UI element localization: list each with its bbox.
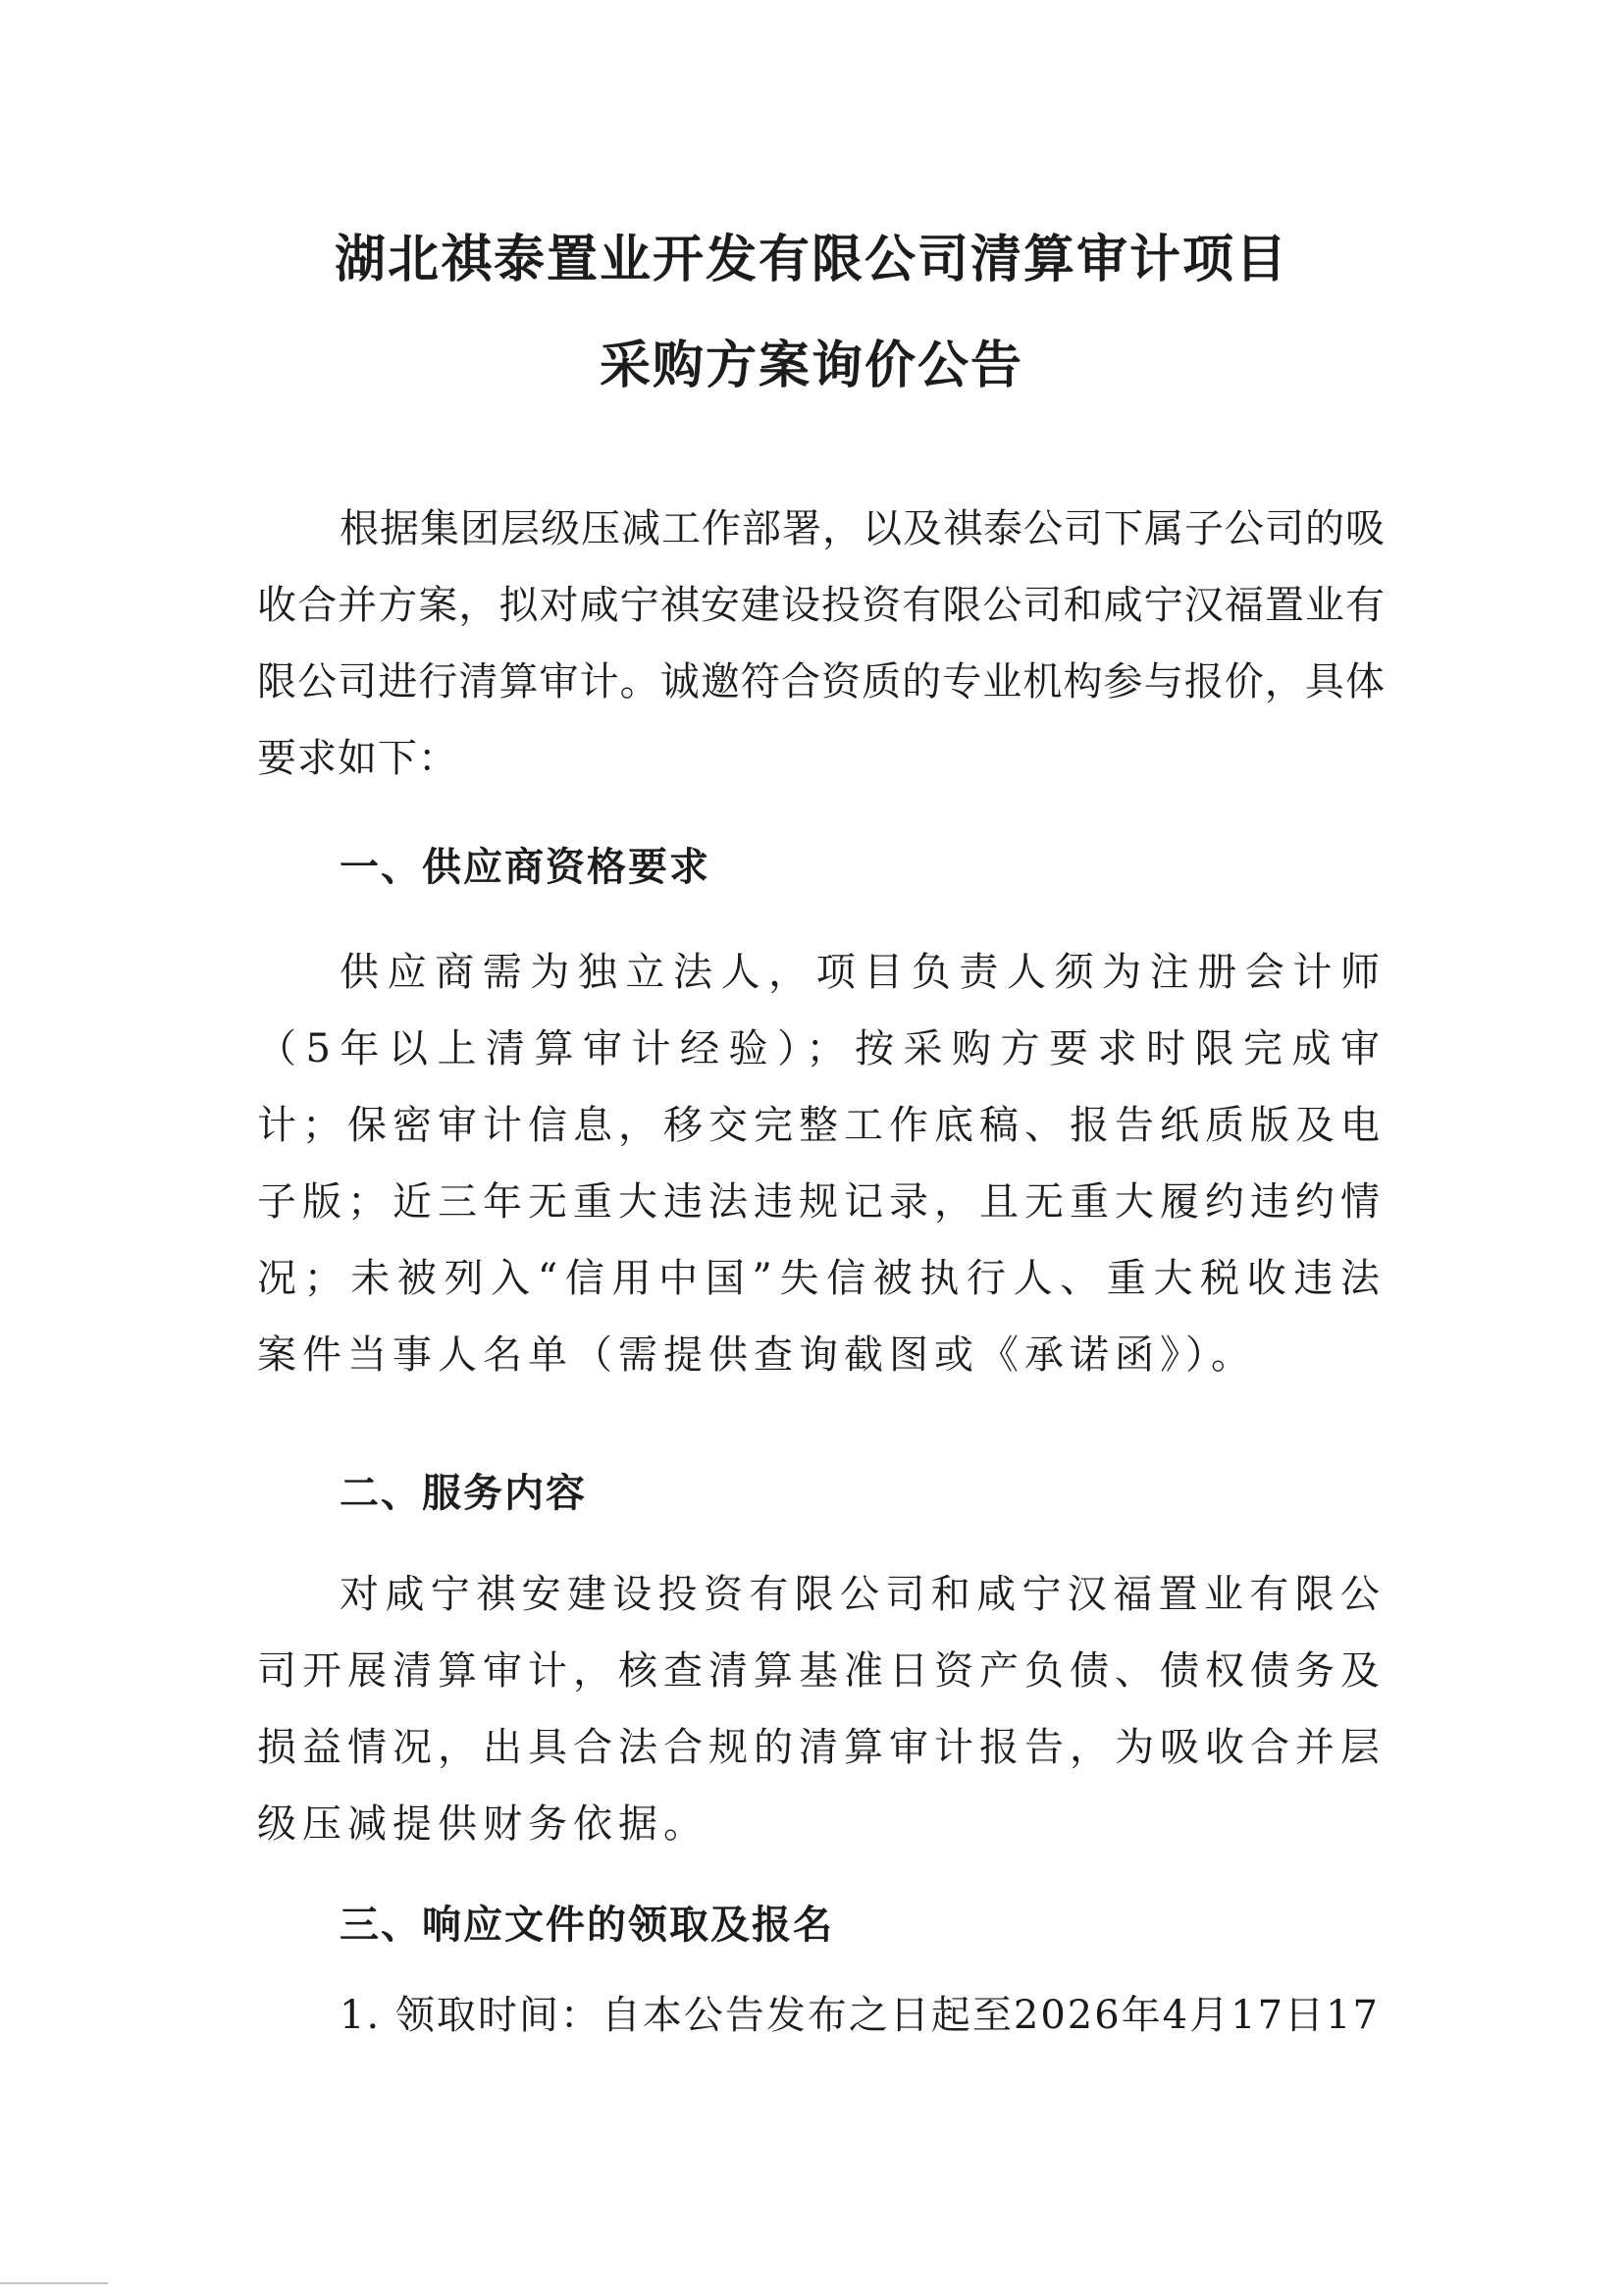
section-heading-service: 二、服务内容	[340, 1471, 587, 1516]
section-body-qualification: 供应商需为独立法人，项目负责人须为注册会计师（5年以上清算审计经验）；按采购方要求时限完成审计；保密审计信息，移交完整工作底稿、报告纸质版及电子版；近三年无重大违法违规记录，且无重大履约违约情况；未被列入“信用中国”失信被执行人、重大税收违法案件当事人名单（需提供查询截图或《承诺函》）。	[257, 950, 1386, 1378]
section-heading-qualification: 一、供应商资格要求	[340, 845, 710, 890]
document-title-line2: 采购方案询价公告	[599, 337, 1023, 395]
response-docs-item-1: 1. 领取时间：自本公告发布之日起至2026年4月17日17	[340, 1993, 1380, 2038]
intro-paragraph: 根据集团层级压减工作部署，以及祺泰公司下属子公司的吸收合并方案，拟对咸宁祺安建设投资有限公司和咸宁汉福置业有限公司进行清算审计。诚邀符合资质的专业机构参与报价，具体要求如下：	[257, 506, 1386, 781]
section-body-service: 对咸宁祺安建设投资有限公司和咸宁汉福置业有限公司开展清算审计，核查清算基准日资产负债、债权债务及损益情况，出具合法合规的清算审计报告，为吸收合并层级压减提供财务依据。	[257, 1572, 1386, 1847]
section-heading-response-docs: 三、响应文件的领取及报名	[340, 1903, 834, 1948]
scan-edge-mark	[0, 2282, 108, 2284]
document-title-line1: 湖北祺泰置业开发有限公司清算审计项目	[334, 231, 1288, 289]
